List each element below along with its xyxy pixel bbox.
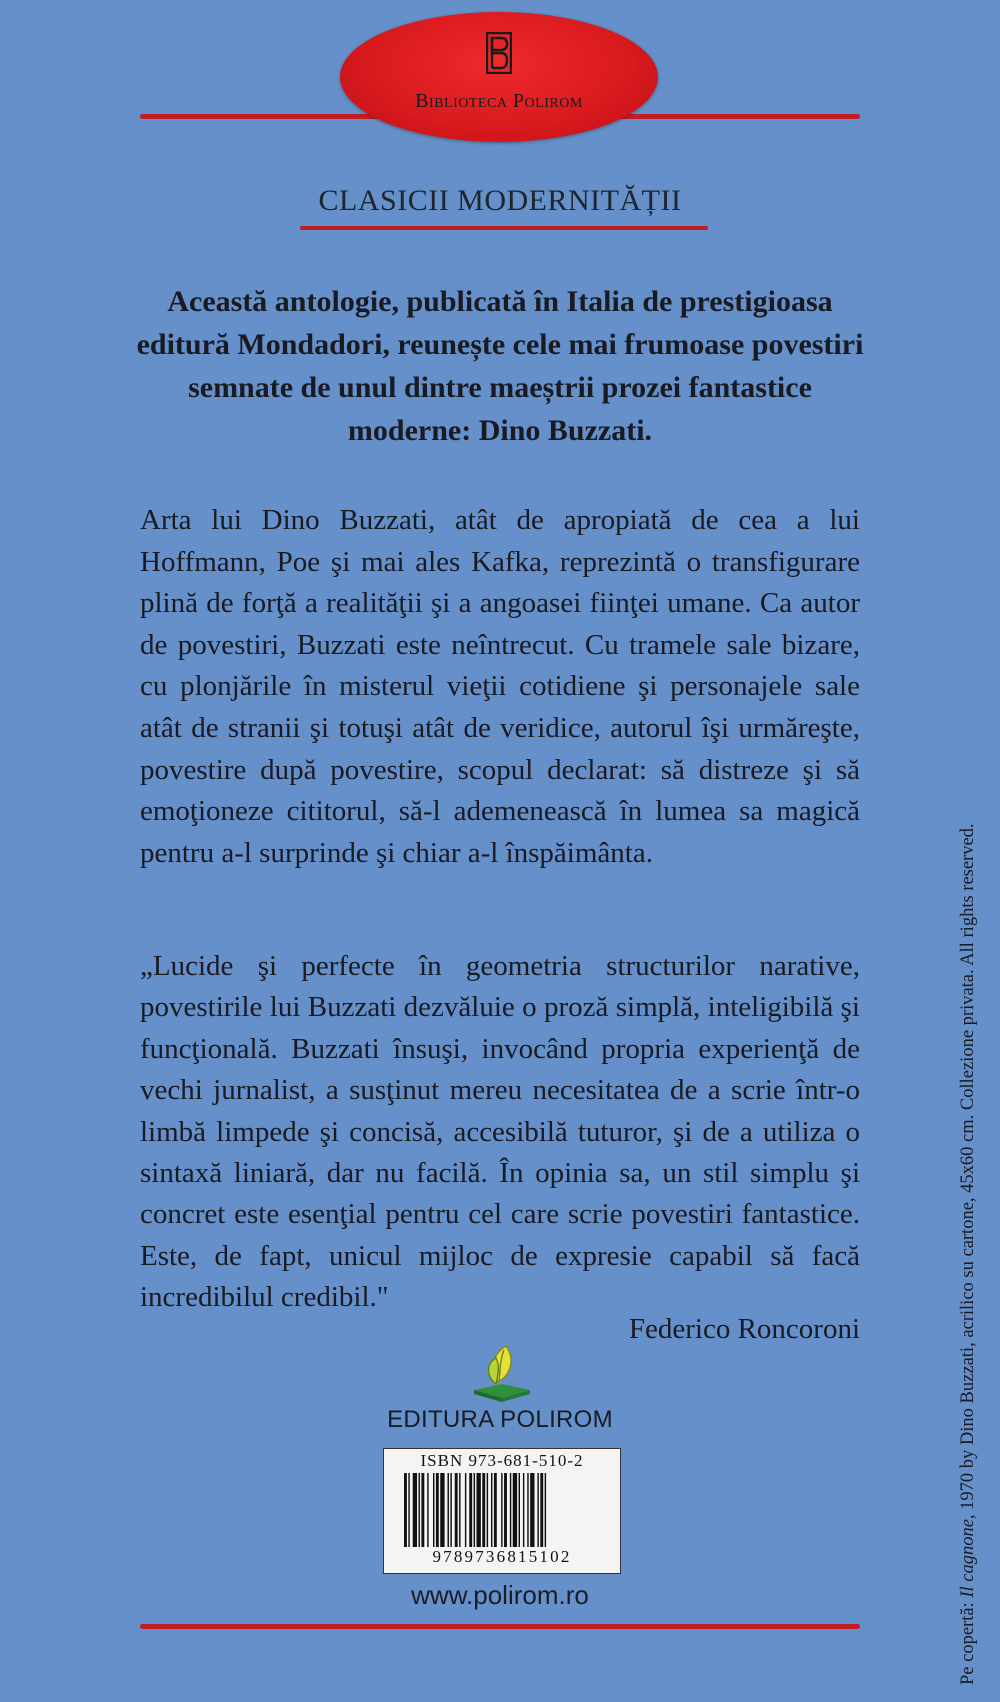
barcode-bar — [440, 1473, 444, 1547]
barcode-bar — [491, 1473, 492, 1547]
barcode-bar — [501, 1473, 502, 1547]
barcode-bar — [482, 1473, 485, 1547]
lead-paragraph: Această antologie, publicată în Italia de prestigioasa editură Mondadori, reunește cele mai frumoase povestiri semnate de unul dintre maeștrii prozei fantastice moderne: Dino Buzzati. — [136, 285, 864, 447]
barcode-bar — [474, 1473, 475, 1547]
barcode-bar — [527, 1473, 528, 1547]
barcode-bar — [519, 1473, 520, 1547]
barcode — [383, 1448, 621, 1574]
publisher-website: www.polirom.ro — [411, 1580, 589, 1610]
credit-details: , 1970 by Dino Buzzati, acrilico su cartone, 45x60 cm. Collezione privata. All rights reserved. — [958, 823, 978, 1520]
barcode-bar — [436, 1473, 439, 1547]
barcode-bar — [459, 1473, 460, 1547]
series-title: CLASICII MODERNITĂȚII — [318, 184, 682, 217]
barcode-bar — [513, 1473, 517, 1547]
barcode-bar — [540, 1473, 543, 1547]
logo-text: Biblioteca Polirom — [415, 90, 583, 112]
barcode-bar — [433, 1473, 434, 1547]
barcode-bar — [469, 1473, 472, 1547]
credit-prefix: Pe copertă: — [958, 1597, 978, 1685]
barcode-bar — [530, 1473, 534, 1547]
body-paragraph-1: Arta lui Dino Buzzati, atât de apropiată de cea a lui Hoffmann, Poe şi mai ales Kafka, reprezintă o transfigurare plină de forţă a realităţii şi a angoasei fiinţei umane. Ca autor de povestiri, Buzzati este neîntrecut. Cu tramele sale bizare, cu plonjările în misterul vieţii cotidiene şi personajele sale atât de stranii şi totuşi atât de veridice, autorul îşi urmăreşte, povestire după povestire, scopul declarat: să distreze şi să emoţioneze cititorul, să-l ademenească în lumea sa magică pentru a-l surprinde şi chiar a-l înspăimânta. — [140, 504, 860, 869]
barcode-bar — [523, 1473, 524, 1547]
barcode-bar — [494, 1473, 497, 1547]
series-underline — [300, 226, 708, 230]
barcode-bar — [408, 1473, 409, 1547]
polirom-p-logo-icon — [486, 32, 512, 74]
barcode-bar — [450, 1473, 451, 1547]
barcode-bar — [545, 1473, 546, 1547]
barcode-bar — [477, 1473, 481, 1547]
bottom-red-rule — [140, 1624, 860, 1629]
credit-artwork-title: Il cagnone — [958, 1519, 978, 1598]
barcode-bar — [510, 1473, 511, 1547]
barcode-bar — [421, 1473, 424, 1547]
barcode-bar — [465, 1473, 466, 1547]
barcode-number: 9789736815102 — [432, 1547, 572, 1566]
quote-author: Federico Roncoroni — [628, 1313, 860, 1345]
barcode-bar — [419, 1473, 420, 1547]
barcode-bar — [404, 1473, 407, 1547]
publisher-name: EDITURA POLIROM — [387, 1406, 613, 1433]
barcode-bar — [448, 1473, 449, 1547]
polirom-leaf-book-icon — [470, 1340, 534, 1404]
barcode-bar — [487, 1473, 488, 1547]
barcode-bar — [413, 1473, 417, 1547]
barcode-bar — [504, 1473, 507, 1547]
barcode-bar — [537, 1473, 538, 1547]
cover-art-credit — [958, 285, 979, 1685]
quote-paragraph: „Lucide şi perfecte în geometria structurilor narative, povestirile lui Buzzati dezvăluie o proză simplă, inteligibilă şi funcţională. Buzzati însuşi, invocând propria experienţă de vechi jurnalist, a susţinut mereu necesitatea de a scrie într-o limbă limpede şi concisă, accesibilă tuturor, şi de a utiliza o sintaxă liniară, dar nu facilă. În opinia sa, un stil simplu şi concret este esenţial pentru cel care scrie povestiri fantastice. Este, de fapt, unicul mijloc de expresie capabil să facă incredibilul credibil." — [140, 950, 860, 1314]
isbn-label: ISBN 973-681-510-2 — [420, 1451, 584, 1470]
barcode-bars — [404, 1473, 600, 1547]
barcode-bar — [455, 1473, 458, 1547]
barcode-bar — [427, 1473, 428, 1547]
